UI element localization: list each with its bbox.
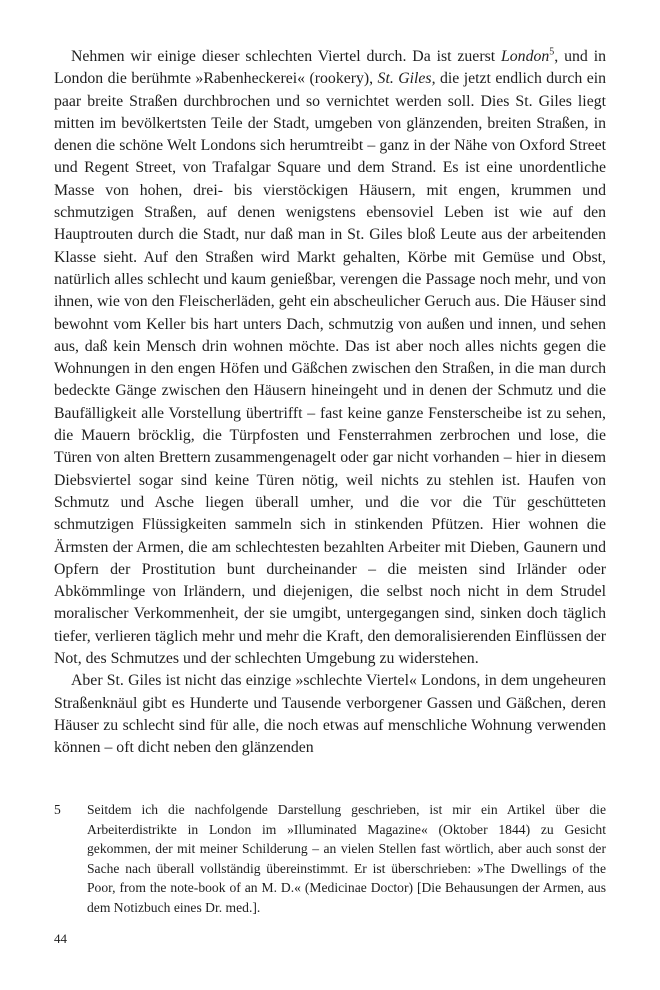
main-text xyxy=(54,46,606,760)
page-number: 44 xyxy=(54,931,67,946)
para1-text-2: , und in London die berühmte »Rabenheckerei« (rookery), xyxy=(54,48,606,88)
footnote-ref[interactable]: 5 xyxy=(549,46,555,58)
para1-text-1: Nehmen wir einige dieser schlechten Viertel durch. Da ist zuerst xyxy=(71,48,501,65)
london-italic: London xyxy=(501,48,550,65)
footnote-number: 5 xyxy=(54,802,61,817)
paragraph-2: Aber St. Giles ist nicht das einzige »schlechte Viertel« Londons, in dem ungeheuren Straßenknäul gibt es Hunderte und Tausende verborgener Gassen und Gäßchen, deren Häuser zu schlecht sind für alle, die noch etwas auf menschliche Wohnung verwenden können – oft dicht neben den glänzenden xyxy=(54,672,606,757)
paragraph-1 xyxy=(54,46,606,670)
footnote-text: Seitdem ich die nachfolgende Darstellung geschrieben, ist mir ein Artikel über die Arbeiterdistrikte in London im »Illuminated Magazine« (Oktober 1844) zu Gesicht gekommen, der mit meiner Schilderung – an vielen Stellen fast wörtlich, aber auch sonst der Sache nach überall vollständig übereinstimmt. Er ist überschrieben: »The Dwellings of the Poor, from the note-book of an M. D.« (Medicinae Doctor) [Die Behausungen der Armen, aus dem Notizbuch eines Dr. med.]. xyxy=(87,802,606,915)
para1-text-3: die jetzt endlich durch ein paar breite Straßen durchbrochen und so vernichtet werden soll. Dies St. Giles liegt mitten im bevölkertsten Teile der Stadt, umgeben von glänzenden, breiten Straßen, in denen die schöne Welt Londons sich herumtreibt – ganz in der Nähe von Oxford Street und Regent Street, von Trafalgar Square und dem Strand. Es ist eine unordentliche Masse von hohen, drei- bis vierstöckigen Häusern, mit engen, krummen und schmutzigen Straßen, auf denen wenigstens ebensoviel Leben ist wie auf den Hauptrouten durch die Stadt, nur daß man in St. Giles bloß Leute aus der arbeitenden Klasse sieht. Auf den Straßen wird Markt gehalten, Körbe mit Gemüse und Obst, natürlich alles schlecht und kaum genießbar, verengen die Passage noch mehr, und von ihnen, wie von den Fleischerläden, geht ein abscheulicher Geruch aus. Die Häuser sind bewohnt vom Keller bis hart unters Dach, schmutzig von außen und innen, und sehen aus, daß kein Mensch drin wohnen möchte. Das ist aber noch alles nichts gegen die Wohnungen in den engen Höfen und Gäßchen zwischen den Straßen, in die man durch bedeckte Gänge zwischen den Häusern hineingeht und in denen der Schmutz und die Baufälligkeit alle Vorstellung übertrifft – fast keine ganze Fensterscheibe ist zu sehen, die Mauern bröcklig, die Türpfosten und Fensterrahmen zerbrochen und lose, die Türen von alten Brettern zusammengenagelt oder gar nicht vorhanden – hier in diesem Diebsviertel sogar sind keine Türen nötig, weil nichts zu stehlen ist. Haufen von Schmutz und Asche liegen überall umher, und die vor die Tür geschütteten schmutzigen Flüssigkeiten sammeln sich in stinkenden Pfützen. Hier wohnen die Ärmsten der Armen, die am schlechtesten bezahlten Arbeiter mit Dieben, Gaunern und Opfern der Prostitution bunt durcheinander – die meisten sind Irländer oder Abkömmlinge von Irländern, und diejenigen, die selbst noch nicht in dem Strudel moralischer Verkommenheit, der sie umgibt, untergegangen sind, sinken doch täglich tiefer, verlieren täglich mehr und mehr die Kraft, den demoralisierenden Einflüssen der Not, des Schmutzes und der schlechten Umgebung zu widerstehen. xyxy=(54,70,606,668)
footnote xyxy=(54,800,606,918)
st-giles-italic: St. Giles, xyxy=(377,70,436,88)
